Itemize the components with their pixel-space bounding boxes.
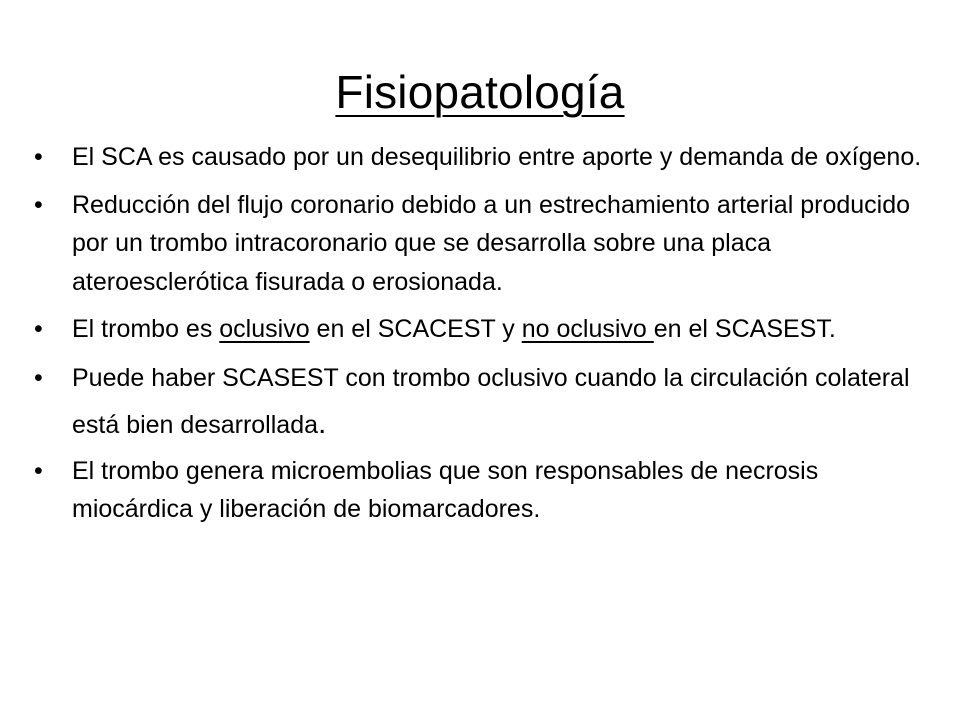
underlined-term-no-oclusivo: no oclusivo [521, 315, 654, 343]
bullet-item [72, 186, 932, 302]
bullet-list [72, 138, 932, 538]
bullet-text-part: en el SCASEST. [653, 315, 836, 343]
bullet-item [72, 452, 932, 529]
bullet-text-part: en el SCACEST y [309, 315, 522, 343]
bullet-item [72, 310, 932, 349]
bullet-item [72, 138, 932, 177]
slide-title: Fisiopatología [335, 66, 625, 118]
bullet-text: Reducción del flujo coronario debido a un estrechamiento arterial producido por un trombo intracoronario que se desarrolla sobre una placa ateroesclerótica fisurada o erosionada. [72, 190, 911, 296]
bullet-item [72, 356, 932, 448]
bullet-period: . [318, 406, 327, 440]
bullet-text-part: El trombo es [72, 315, 220, 343]
bullet-text: El SCA es causado por un desequilibrio entre aporte y demanda de oxígeno. [72, 143, 922, 171]
bullet-text: Puede haber SCASEST con trombo oclusivo cuando la circulación colateral está bien desarrollada [72, 363, 910, 439]
underlined-term-oclusivo: oclusivo [219, 315, 310, 343]
bullet-text: El trombo genera microembolias que son responsables de necrosis miocárdica y liberación de biomarcadores. [72, 456, 819, 523]
